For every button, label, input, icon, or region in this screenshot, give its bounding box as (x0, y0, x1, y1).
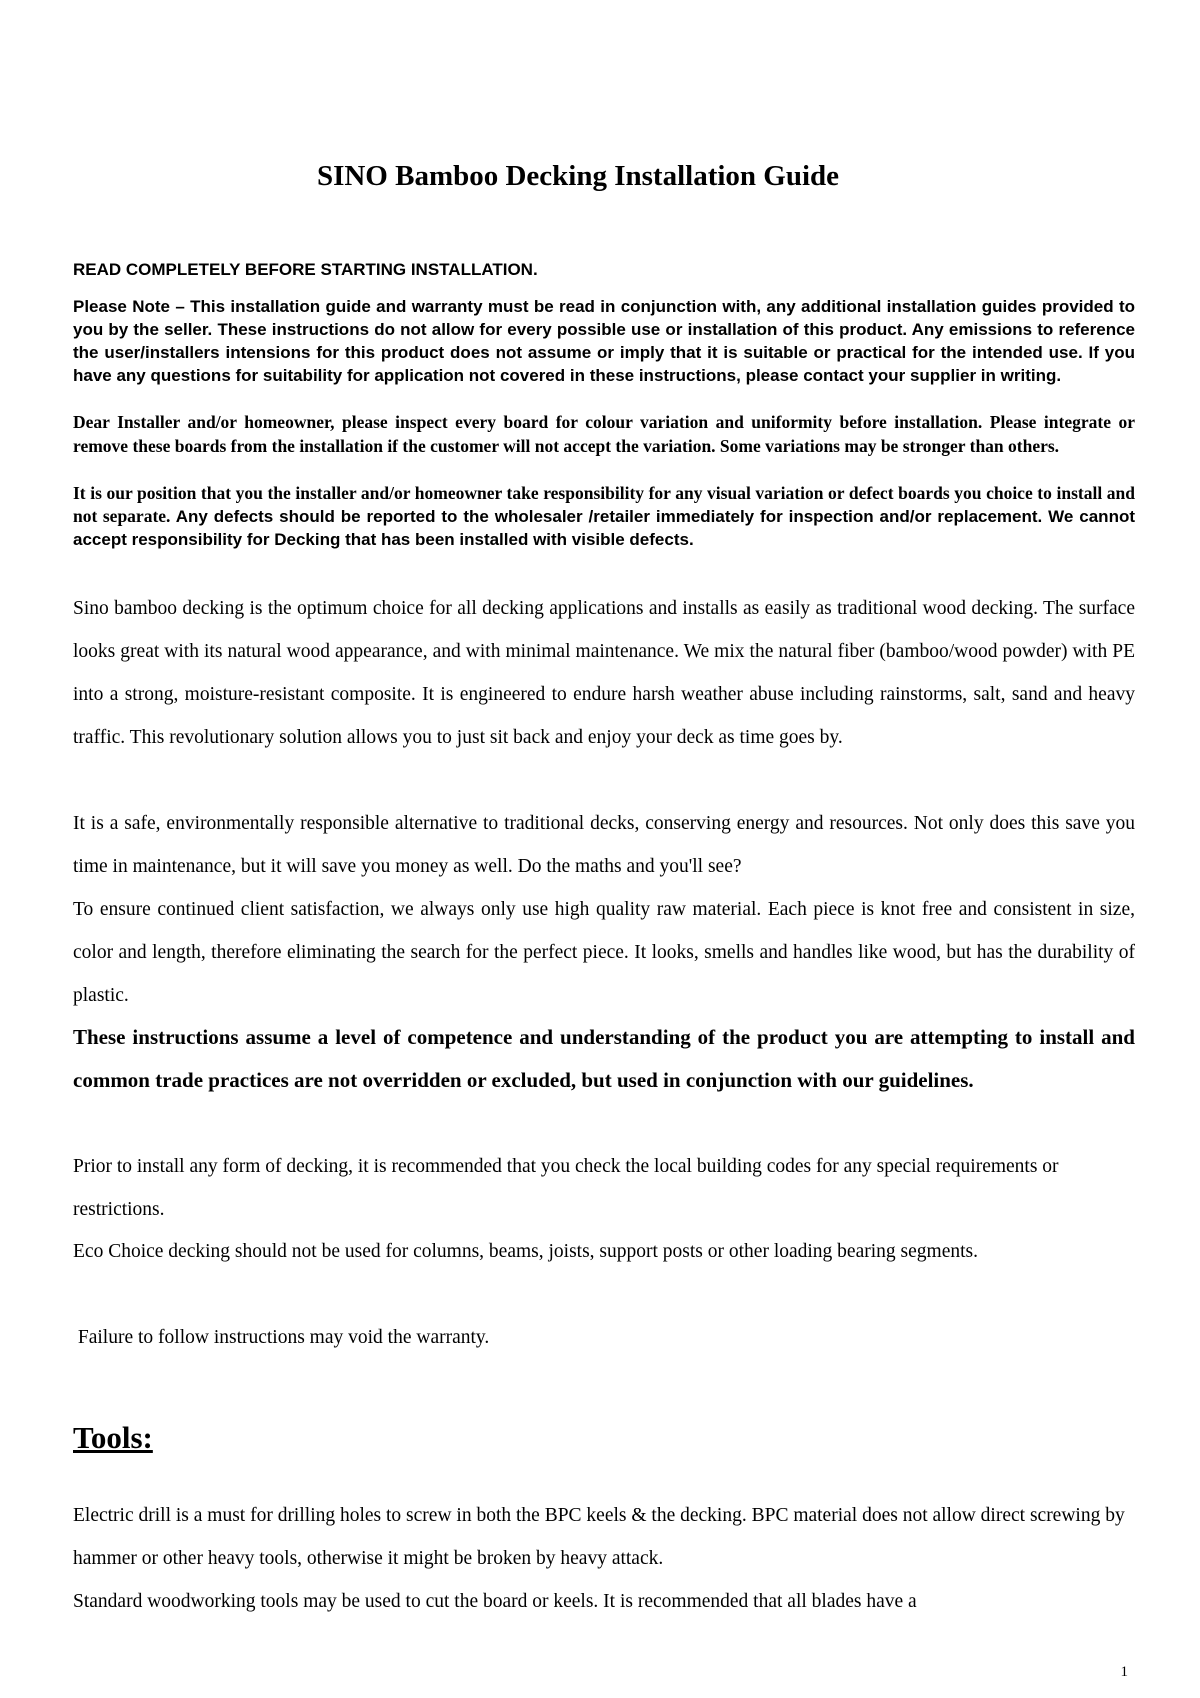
drill-paragraph: Electric drill is a must for drilling holes to screw in both the BPC keels & the decking. BPC material does not allow direct screwing by hammer or other heavy tools, otherwise it might be broken by heavy attack. (73, 1505, 1125, 1569)
failure-paragraph: Failure to follow instructions may void the warranty. (73, 1327, 490, 1348)
page-number: 1 (1120, 1664, 1128, 1680)
position-text-sans: Any defects should be reported to the wholesaler /retailer immediately for inspection and/or replacement. We cannot accept responsibility for Decking that has been installed with visible defects. (73, 507, 1136, 549)
please-note-paragraph: Please Note – This installation guide and warranty must be read in conjunction with, any additional installation guides provided to you by the seller. These instructions do not allow for every possible use or installation of this product. Any emissions to reference the user/installers intensions for this product does not assume or imply that it is suitable or practical for the intended use. If you have any questions for suitability for application not covered in these instructions, please contact your supplier in writing. (73, 297, 1135, 385)
competence-paragraph: These instructions assume a level of competence and understanding of the product you are attempting to install and common trade practices are not overridden or excluded, but used in conjunction with our guidelines. (73, 1025, 1135, 1092)
position-text-serif: It is our position that you the installer and/or homeowner take responsibility for any visual variation or defect boards you choice to install and not separate. (73, 483, 1135, 526)
tools-heading: Tools: (73, 1420, 153, 1455)
read-notice: READ COMPLETELY BEFORE STARTING INSTALLATION. (73, 260, 538, 279)
woodworking-paragraph: Standard woodworking tools may be used to cut the board or keels. It is recommended that all blades have a (73, 1591, 917, 1612)
dear-installer-paragraph: Dear Installer and/or homeowner, please inspect every board for colour variation and uniformity before installation. Please integrate or remove these boards from the installation if the customer will not accept the variation. Some variations may be stronger than others. (73, 412, 1135, 456)
page-title: SINO Bamboo Decking Installation Guide (316, 160, 840, 192)
eco-paragraph: Eco Choice decking should not be used for columns, beams, joists, support posts or other loading bearing segments. (73, 1241, 978, 1262)
intro-paragraph: Sino bamboo decking is the optimum choice for all decking applications and installs as easily as traditional wood decking. The surface looks great with its natural wood appearance, and with minimal maintenance. We mix the natural fiber (bamboo/wood powder) with PE into a strong, moisture-resistant composite. It is engineered to endure harsh weather abuse including rainstorms, salt, sand and heavy traffic. This revolutionary solution allows you to just sit back and enjoy your deck as time goes by. (73, 598, 1135, 748)
safe-paragraph: It is a safe, environmentally responsible alternative to traditional decks, conserving energy and resources. Not only does this save you time in maintenance, but it will save you money as well. Do the maths and you'll see? (73, 813, 1135, 877)
satisfaction-paragraph: To ensure continued client satisfaction, we always only use high quality raw material. Each piece is knot free and consistent in size, color and length, therefore eliminating the search for the perfect piece. It looks, smells and handles like wood, but has the durability of plastic. (73, 899, 1135, 1006)
codes-paragraph: Prior to install any form of decking, it is recommended that you check the local building codes for any special requirements or restrictions. (73, 1156, 1059, 1220)
position-paragraph (73, 482, 1135, 551)
